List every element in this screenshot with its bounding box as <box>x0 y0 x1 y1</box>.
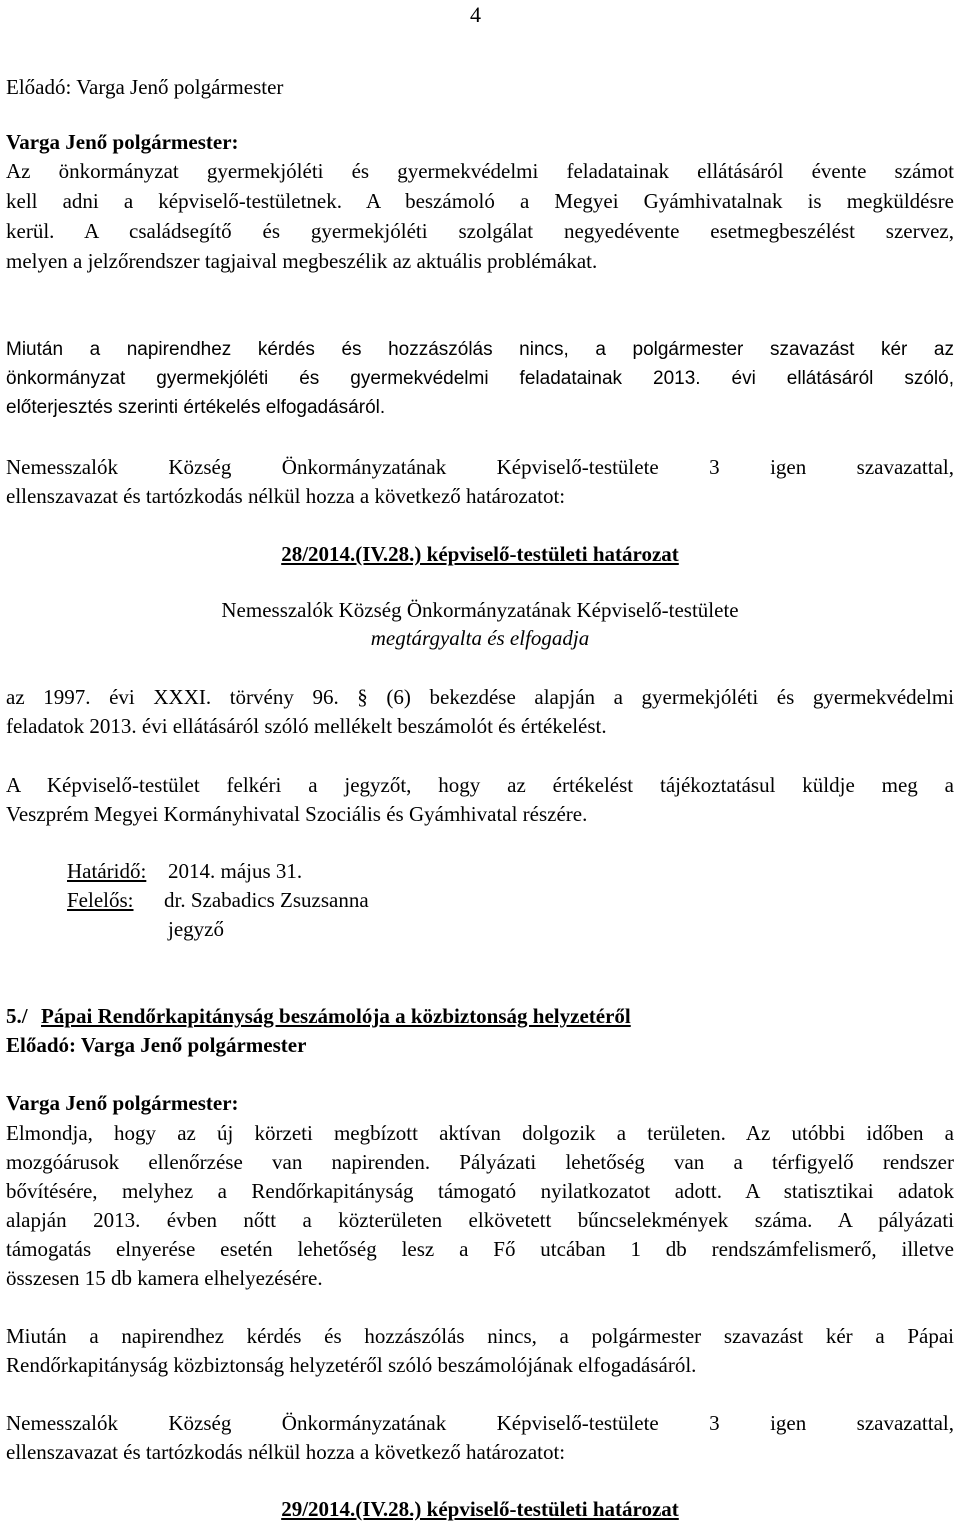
paragraph-line: összesen 15 db kamera elhelyezésére. <box>6 1266 323 1290</box>
paragraph-line: mozgóárusok ellenőrzése van napirenden. Pályázati lehetőség van a térfigyelő rendszer <box>6 1150 954 1174</box>
resolution-verb: megtárgyalta és elfogadja <box>370 626 590 650</box>
paragraph-line: bővítésére, melyhez a Rendőrkapitányság támogató nyilatkozatot adott. A statisztikai adatok <box>6 1179 954 1203</box>
paragraph-line: kell adni a képviselő-testületnek. A beszámoló a Megyei Gyámhivatalnak is megküldésre <box>6 189 954 213</box>
presenter-line: Előadó: Varga Jenő polgármester <box>6 1033 307 1057</box>
vote-line: ellenszavazat és tartózkodás nélkül hozza a következő határozatot: <box>6 1440 566 1464</box>
resolution-text-line: az 1997. évi XXXI. törvény 96. § (6) bekezdése alapján a gyermekjóléti és gyermekvédelmi <box>6 685 954 709</box>
page-number: 4 <box>470 2 481 27</box>
paragraph-line: Miután a napirendhez kérdés és hozzászólás nincs, a polgármester szavazást kér az <box>6 339 954 360</box>
agenda-item-title: Pápai Rendőrkapitányság beszámolója a közbiztonság helyzetéről <box>41 1004 631 1028</box>
paragraph-line: melyen a jelzőrendszer tagjaival megbeszélik az aktuális problémákat. <box>6 249 598 273</box>
deadline-label: Határidő: <box>67 859 147 883</box>
deadline-value: 2014. május 31. <box>168 859 303 883</box>
speaker-heading: Varga Jenő polgármester: <box>6 1091 239 1115</box>
resolution-title: 29/2014.(IV.28.) képviselő-testületi határozat <box>281 1497 679 1521</box>
presenter-line: Előadó: Varga Jenő polgármester <box>6 75 284 99</box>
vote-line: ellenszavazat és tartózkodás nélkül hozza a következő határozatot: <box>6 484 566 508</box>
vote-line: Nemesszalók Község Önkormányzatának Képviselő-testülete 3 igen szavazattal, <box>6 1411 954 1435</box>
responsible-label: Felelős: <box>67 888 134 912</box>
paragraph-line: előterjesztés szerinti értékelés elfogadásáról. <box>6 397 386 418</box>
paragraph-line: önkormányzat gyermekjóléti és gyermekvédelmi feladatainak 2013. évi ellátásáról szóló, <box>6 368 954 389</box>
responsible-value: dr. Szabadics Zsuzsanna <box>164 888 369 912</box>
paragraph-line: Az önkormányzat gyermekjóléti és gyermekvédelmi feladatainak ellátásáról évente számot <box>6 159 954 183</box>
resolution-text-line: Veszprém Megyei Kormányhivatal Szociális és Gyámhivatal részére. <box>6 802 588 826</box>
resolution-text-line: A Képviselő-testület felkéri a jegyzőt, hogy az értékelést tájékoztatásul küldje meg a <box>6 773 954 797</box>
paragraph-line: alapján 2013. évben nőtt a közterületen elkövetett bűncselekmények száma. A pályázati <box>6 1208 954 1232</box>
speaker-heading: Varga Jenő polgármester: <box>6 130 239 154</box>
resolution-text-line: feladatok 2013. évi ellátásáról szóló mellékelt beszámolót és értékelést. <box>6 714 607 738</box>
paragraph-line: Elmondja, hogy az új körzeti megbízott aktívan dolgozik a területen. Az utóbbi időben a <box>6 1121 954 1145</box>
agenda-item-number: 5./ <box>6 1004 28 1028</box>
resolution-title: 28/2014.(IV.28.) képviselő-testületi határozat <box>281 542 679 566</box>
paragraph-line: Miután a napirendhez kérdés és hozzászólás nincs, a polgármester szavazást kér a Pápai <box>6 1324 954 1348</box>
vote-line: Nemesszalók Község Önkormányzatának Képviselő-testülete 3 igen szavazattal, <box>6 455 954 479</box>
responsible-title: jegyző <box>168 917 224 941</box>
resolution-body: Nemesszalók Község Önkormányzatának Képviselő-testülete <box>221 598 739 622</box>
paragraph-line: Rendőrkapitányság közbiztonság helyzetéről szóló beszámolójának elfogadásáról. <box>6 1353 697 1377</box>
paragraph-line: támogatás elnyerése esetén lehetőség lesz a Fő utcában 1 db rendszámfelismerő, illetve <box>6 1237 954 1261</box>
paragraph-line: kerül. A családsegítő és gyermekjóléti szolgálat negyedévente esetmegbeszélést szervez, <box>6 219 954 243</box>
